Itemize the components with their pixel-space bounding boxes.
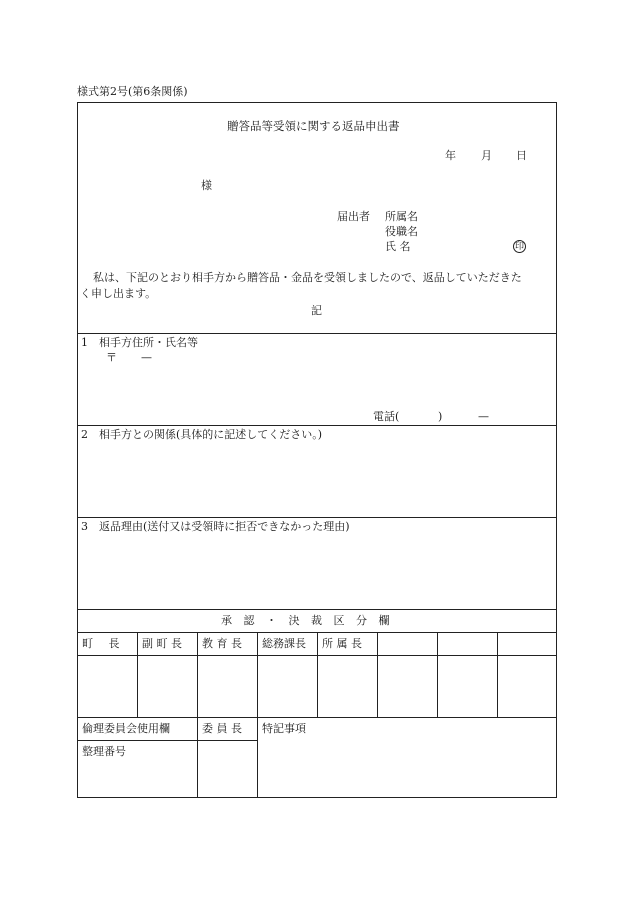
applicant-position-label: 役職名	[385, 225, 418, 238]
approval-col-deputy-mayor: 副 町 長	[142, 637, 182, 650]
seal-mark: 印	[514, 242, 524, 252]
approval-header: 承 認 ・ 決 裁 区 分 欄	[221, 614, 394, 627]
phone-close: )	[438, 410, 443, 423]
addressee-suffix: 様	[201, 179, 212, 192]
ethics-chair-label: 委 員 長	[202, 722, 242, 735]
ki-mark: 記	[311, 304, 322, 317]
approval-col-line	[497, 632, 498, 717]
s3-title: 返品理由(送付又は受領時に拒否できなかった理由)	[99, 520, 350, 533]
date-month: 月	[481, 149, 492, 162]
approval-col-mayor: 町 長	[82, 637, 120, 650]
body-text-line1: 私は、下記のとおり相手方から贈答品・金品を受領しましたので、返品していただきた	[93, 271, 522, 284]
form-title: 贈答品等受領に関する返品申出書	[227, 119, 400, 133]
divider-s2	[77, 425, 557, 426]
applicant-label: 届出者	[337, 210, 370, 223]
approval-col-education-head: 教 育 長	[202, 637, 242, 650]
divider-ethics-inner	[77, 740, 257, 741]
divider-s1	[77, 333, 557, 334]
phone-label: 電話(	[373, 410, 400, 423]
s1-title: 相手方住所・氏名等	[99, 336, 198, 349]
s2-number: 2	[81, 428, 88, 441]
approval-col-line	[197, 632, 198, 798]
form-number: 様式第2号(第6条関係)	[77, 85, 188, 98]
approval-col-line	[317, 632, 318, 717]
divider-ethics	[77, 717, 557, 718]
approval-col-line	[377, 632, 378, 717]
ethics-committee-label: 倫理委員会使用欄	[82, 722, 170, 735]
s2-title: 相手方との関係(具体的に記述してください。)	[99, 428, 323, 441]
approval-col-dept-head: 所 属 長	[322, 637, 362, 650]
s3-number: 3	[81, 520, 88, 533]
divider-s3	[77, 517, 557, 518]
approval-col-line	[137, 632, 138, 717]
postal-dash: —	[141, 351, 152, 364]
applicant-dept-label: 所属名	[385, 210, 418, 223]
divider-approval	[77, 609, 557, 610]
approval-col-general-affairs: 総務課長	[262, 637, 306, 650]
date-year: 年	[445, 149, 456, 162]
ethics-notes-label: 特記事項	[262, 722, 306, 735]
postal-mark: 〒	[106, 351, 117, 364]
phone-dash: —	[478, 410, 489, 423]
body-text-line2: く申し出ます。	[80, 287, 157, 300]
applicant-name-label: 氏 名	[385, 240, 411, 253]
reference-number-label: 整理番号	[82, 745, 126, 758]
s1-number: 1	[81, 336, 88, 349]
approval-col-line	[437, 632, 438, 717]
approval-col-line	[257, 632, 258, 798]
date-day: 日	[516, 149, 527, 162]
